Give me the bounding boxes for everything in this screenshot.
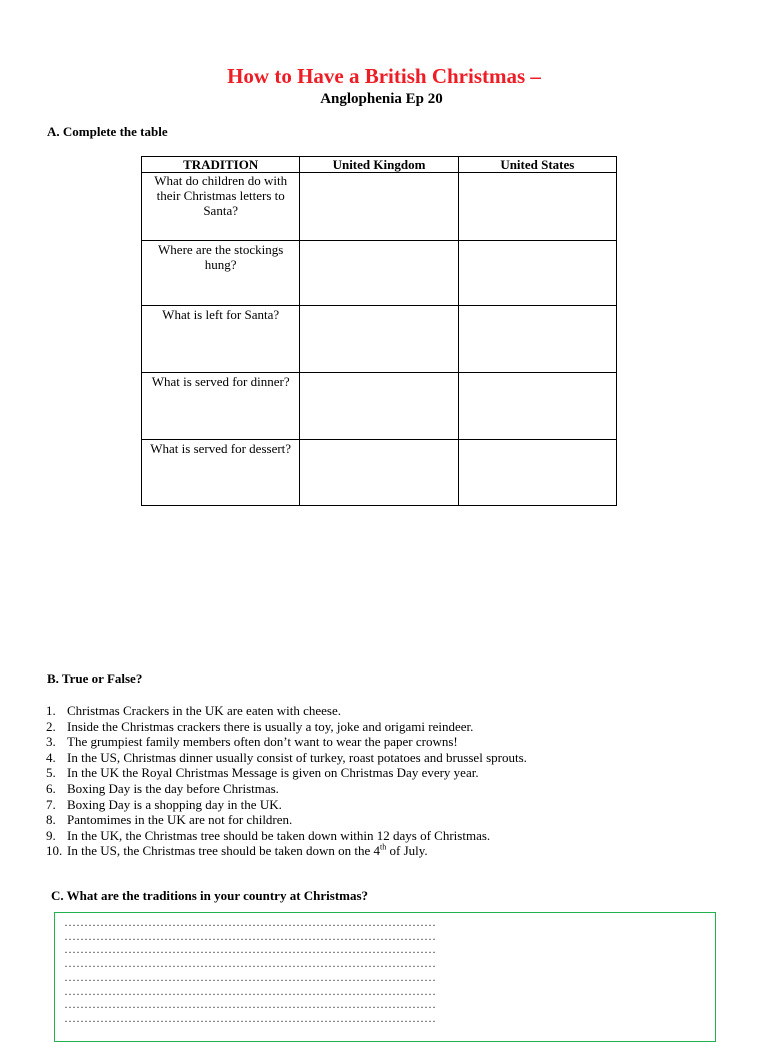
tradition-question: What is served for dessert? xyxy=(142,440,300,506)
list-item xyxy=(46,781,527,797)
list-item xyxy=(46,812,527,828)
us-answer-cell[interactable] xyxy=(458,306,616,373)
worksheet-subtitle: Anglophenia Ep 20 xyxy=(320,91,443,107)
list-item xyxy=(46,797,527,813)
item-text: Christmas Crackers in the UK are eaten with cheese. xyxy=(67,703,341,718)
item-text: The grumpiest family members often don’t want to wear the paper crowns! xyxy=(67,734,458,750)
header-tradition: TRADITION xyxy=(142,157,300,173)
item-text-end: of July. xyxy=(386,843,428,859)
item-number: 5. xyxy=(46,765,56,781)
list-item xyxy=(46,843,527,859)
us-answer-cell[interactable] xyxy=(458,373,616,440)
item-text: Boxing Day is a shopping day in the UK. xyxy=(67,796,282,812)
list-item xyxy=(46,734,527,750)
uk-answer-cell[interactable] xyxy=(300,373,458,440)
list-item xyxy=(46,703,527,719)
uk-answer-cell[interactable] xyxy=(300,241,458,306)
item-number: 10. xyxy=(46,843,63,859)
tradition-table xyxy=(141,156,617,506)
item-number: 3. xyxy=(46,734,56,750)
item-number: 2. xyxy=(46,718,56,734)
item-number: 8. xyxy=(46,812,56,828)
header-united-kingdom: United Kingdom xyxy=(300,157,458,173)
us-answer-cell[interactable] xyxy=(458,173,616,241)
us-answer-cell[interactable] xyxy=(458,241,616,306)
section-c-heading: C. What are the traditions in your country at Christmas? xyxy=(51,888,369,903)
list-item xyxy=(46,765,527,781)
true-false-list xyxy=(46,703,527,859)
item-text: Boxing Day is the day before Christmas. xyxy=(67,780,279,796)
tradition-question: What do children do with their Christmas letters to Santa? xyxy=(142,173,300,241)
table-header-row xyxy=(142,157,617,173)
tradition-question: What is left for Santa? xyxy=(142,306,300,373)
dotted-answer-lines[interactable]: ………………………………………………………………………………… ………………………………………………………………………………… ………………………………………………………………………………… ………………………………………………………………………………… ………………………………………………………………………………… ………………………………………………………………………………… ………………………………………………………………………………… ………………………………………………………………………………… xyxy=(64,915,436,1025)
item-text: In the UK the Royal Christmas Message is given on Christmas Day every year. xyxy=(67,765,479,781)
answer-box[interactable] xyxy=(54,912,716,1042)
table-row xyxy=(142,373,617,440)
list-item xyxy=(46,828,527,844)
header-united-states: United States xyxy=(458,157,616,173)
table-row xyxy=(142,440,617,506)
list-item xyxy=(46,719,527,735)
item-number: 1. xyxy=(46,703,56,718)
tradition-question: Where are the stockings hung? xyxy=(142,241,300,306)
table-row xyxy=(142,173,617,241)
section-a-heading: A. Complete the table xyxy=(47,124,168,139)
item-number: 4. xyxy=(46,749,56,765)
item-number: 6. xyxy=(46,780,56,796)
item-text: Pantomimes in the UK are not for children. xyxy=(67,812,293,828)
worksheet-title: How to Have a British Christmas – xyxy=(227,64,541,88)
item-text: In the US, Christmas dinner usually consist of turkey, roast potatoes and brussel sprouts. xyxy=(67,749,527,765)
list-item xyxy=(46,750,527,766)
tradition-question: What is served for dinner? xyxy=(142,373,300,440)
item-text-main: In the US, the Christmas tree should be taken down on the 4 xyxy=(67,843,381,859)
uk-answer-cell[interactable] xyxy=(300,173,458,241)
table-row xyxy=(142,306,617,373)
item-text: In the UK, the Christmas tree should be taken down within 12 days of Christmas. xyxy=(67,827,491,843)
us-answer-cell[interactable] xyxy=(458,440,616,506)
ordinal-suffix: th xyxy=(380,843,387,853)
uk-answer-cell[interactable] xyxy=(300,440,458,506)
item-number: 9. xyxy=(46,827,56,843)
item-number: 7. xyxy=(46,796,56,812)
item-text: Inside the Christmas crackers there is usually a toy, joke and origami reindeer. xyxy=(67,718,474,734)
section-b-heading: B. True or False? xyxy=(47,671,143,686)
table-row xyxy=(142,241,617,306)
uk-answer-cell[interactable] xyxy=(300,306,458,373)
item-text xyxy=(67,843,428,858)
